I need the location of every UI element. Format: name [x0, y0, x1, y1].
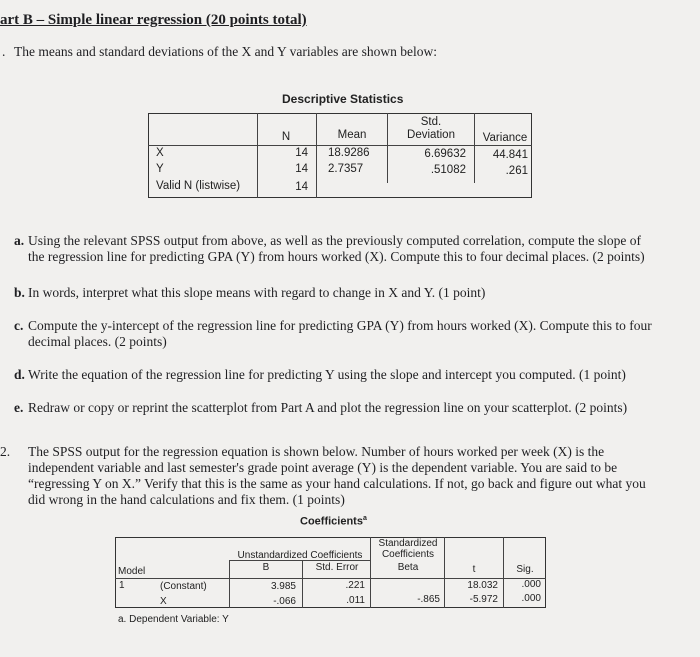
coef-header-beta: Beta — [397, 562, 419, 573]
coef-header-b: B — [262, 562, 270, 573]
item-1-marker: . — [2, 44, 6, 59]
coef-header-std-1: Standardized — [378, 538, 438, 549]
coef-cell-se: .011 — [346, 595, 365, 606]
coef-header-sig: Sig. — [516, 564, 534, 575]
section-title: art B – Simple linear regression (20 points total) — [0, 12, 307, 28]
coef-cell-sig: .000 — [521, 579, 541, 590]
item-2-line: independent variable and last semester's grade point average (Y) is the dependent variable. You are said to be — [28, 460, 618, 475]
desc-stats-title: Descriptive Statistics — [282, 92, 404, 106]
subq-a-letter: a. — [14, 233, 25, 248]
subq-b-line1: In words, interpret what this slope means with regard to change in X and Y. (1 point) — [28, 285, 486, 300]
item-2-line: The SPSS output for the regression equation is shown below. Number of hours worked per week (X) is the — [28, 444, 605, 459]
desc-row-label: Y — [156, 163, 164, 175]
coef-row-label: X — [160, 596, 167, 607]
coef-cell-sig: .000 — [521, 593, 541, 604]
item-2-line: did wrong in the hand calculations and fix them. (1 points) — [28, 492, 345, 507]
desc-header-n: N — [281, 131, 291, 143]
desc-header-std-1: Std. — [420, 116, 442, 128]
coef-header-se: Std. Error — [315, 562, 359, 573]
coef-row-label: (Constant) — [160, 581, 207, 592]
coef-cell-b: 3.985 — [270, 581, 296, 592]
subq-c-line2: decimal places. (2 points) — [28, 334, 167, 349]
desc-header-mean: Mean — [337, 129, 367, 141]
desc-row-label: Valid N (listwise) — [156, 180, 241, 192]
item-2-marker: 2. — [0, 444, 11, 459]
item-1-text: The means and standard deviations of the X and Y variables are shown below: — [14, 44, 437, 59]
subq-c-letter: c. — [14, 318, 24, 333]
coef-model-number: 1 — [119, 580, 125, 591]
subq-b-letter: b. — [14, 285, 25, 300]
coef-title-sup: a — [362, 515, 367, 522]
desc-cell-std: .51082 — [430, 164, 466, 176]
coef-title-text: Coefficients — [300, 515, 363, 528]
desc-cell-n: 14 — [295, 147, 308, 159]
coef-header-t: t — [472, 564, 476, 575]
coef-cell-se: .221 — [345, 580, 365, 591]
coef-footnote: a. Dependent Variable: Y — [118, 614, 229, 625]
coef-cell-beta: -.865 — [417, 594, 440, 605]
subq-a-line2: the regression line for predicting GPA (Y) from hours worked (X). Compute this to four decimal places. (2 points) — [28, 249, 645, 264]
desc-cell-variance: 44.841 — [492, 149, 528, 161]
desc-header-std-2: Deviation — [407, 129, 455, 141]
coef-header-std-2: Coefficients — [381, 549, 435, 560]
desc-cell-n: 14 — [295, 163, 308, 175]
coef-header-model: Model — [118, 566, 146, 577]
desc-cell-std: 6.69632 — [424, 148, 466, 160]
subq-c-line1: Compute the y-intercept of the regression line for predicting GPA (Y) from hours worked (X). Compute this to four — [28, 318, 652, 333]
desc-row-label: X — [156, 147, 164, 159]
coef-cell-t: 18.032 — [467, 580, 498, 591]
desc-cell-mean: 2.7357 — [328, 163, 364, 175]
coef-header-unstd: Unstandardized Coefficients — [237, 550, 363, 561]
item-2-line: “regressing Y on X.” Verify that this is the same as your hand calculations. If not, go back and figure out what you — [28, 476, 646, 491]
coef-title — [300, 515, 367, 528]
desc-cell-mean: 18.9286 — [328, 147, 370, 159]
desc-cell-n: 14 — [295, 181, 308, 193]
subq-d-line1: Write the equation of the regression line for predicting Y using the slope and intercept you computed. (1 point) — [28, 367, 626, 382]
coef-cell-t: -5.972 — [469, 594, 498, 605]
subq-e-letter: e. — [14, 400, 24, 415]
subq-a-line1: Using the relevant SPSS output from above, as well as the previously computed correlation, compute the slope of — [28, 233, 641, 248]
subq-d-letter: d. — [14, 367, 25, 382]
subq-e-line1: Redraw or copy or reprint the scatterplot from Part A and plot the regression line on your scatterplot. (2 points) — [28, 400, 628, 415]
desc-cell-variance: .261 — [505, 165, 528, 177]
coef-cell-b: -.066 — [273, 596, 296, 607]
desc-header-variance: Variance — [482, 132, 528, 144]
